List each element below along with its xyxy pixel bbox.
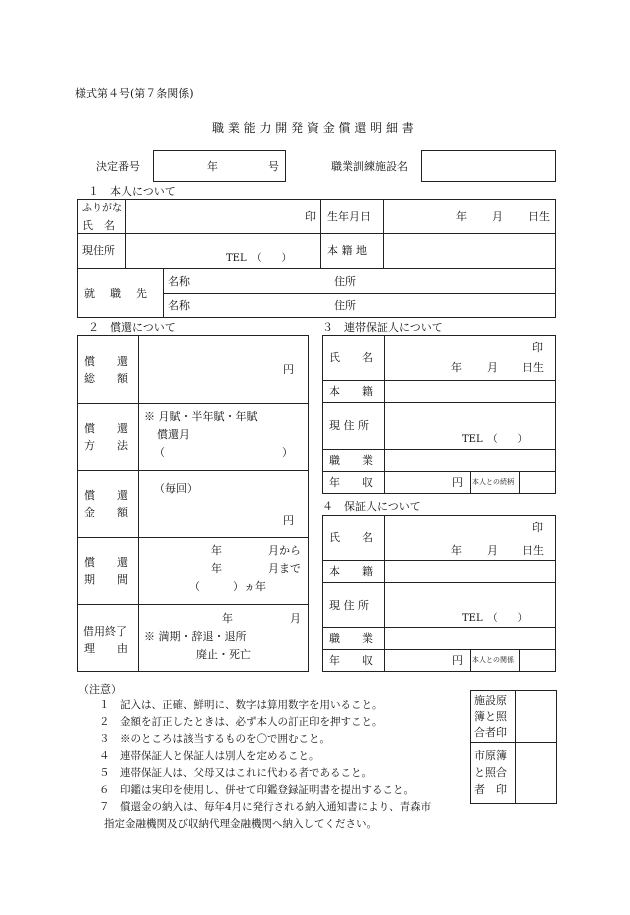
note-item: 指定金融機関及び収納代理金融機関へ納入してください。 (104, 818, 377, 830)
guarantor-dob-day: 日生 (522, 361, 544, 374)
dob-month: 月 (492, 210, 503, 223)
method-paren-close: ） (282, 446, 293, 459)
section1-table (77, 199, 556, 318)
surety-dob-year: 年 (451, 544, 462, 557)
note-item: ４ 連帯保証人と保証人は別人を定めること。 (99, 750, 320, 762)
surety-seal: 印 (532, 521, 543, 534)
surety-income-label: 年 収 (329, 654, 373, 667)
surety-domicile-label: 本 籍 (329, 565, 373, 578)
amount-label-1: 償 還 (84, 489, 128, 502)
note-item: ３ ※のところは該当するものを〇で囲むこと。 (99, 733, 330, 745)
method-options: ※ 月賦・半年賦・年賦 (144, 410, 258, 423)
method-month-label: 償還月 (157, 428, 190, 441)
employer-name-2: 名称 (168, 299, 190, 312)
guarantor-address-label: 現 住 所 (329, 419, 369, 432)
facility-verify-l1: 施設原 (474, 694, 507, 707)
note-item: １ 記入は、正確、鮮明に、数字は算用数字を用いること。 (99, 699, 383, 711)
amount-label-2: 金 額 (84, 506, 128, 519)
notes-heading: （注意） (78, 683, 122, 696)
period-years: （ ）ヵ年 (189, 580, 266, 593)
furigana-label: ふりがな (82, 203, 122, 214)
form-reference: 様式第４号(第７条関係) (75, 87, 194, 100)
method-label-1: 償 還 (84, 422, 128, 435)
note-item: ５ 連帯保証人は、父母又はこれに代わる者であること。 (99, 767, 372, 779)
section1-heading: １ 本人について (88, 185, 176, 198)
note-item: ６ 印鑑は実印を使用し、併せて印鑑登録証明書を提出すること。 (99, 784, 414, 796)
facility-verify-l2: 簿と照 (474, 710, 507, 723)
note-item: ２ 金額を訂正したときは、必ず本人の訂正印を押すこと。 (99, 716, 383, 728)
section2-table (77, 335, 309, 672)
seal-mark: 印 (305, 210, 316, 223)
period-label-2: 期 間 (84, 573, 128, 586)
dob-label: 生年月日 (327, 210, 371, 223)
facility-name-field[interactable] (421, 150, 556, 182)
end-label-1: 借用終了 (83, 625, 127, 638)
method-paren-open: （ (154, 446, 165, 459)
surety-address-label: 現 住 所 (329, 599, 369, 612)
address-label: 現住所 (82, 244, 115, 257)
dob-day: 日生 (528, 210, 550, 223)
dob-year: 年 (456, 210, 467, 223)
employer-address-2: 住所 (334, 299, 356, 312)
end-month: 月 (290, 612, 301, 625)
section3-heading: ３ 連帯保証人について (322, 321, 443, 334)
surety-relation-label: 本人との関係 (472, 656, 514, 664)
page-title: 職 業 能 力 開 発 資 金 償 還 明 細 書 (212, 121, 414, 135)
guarantor-domicile-label: 本 籍 (329, 385, 373, 398)
guarantor-dob-year: 年 (451, 361, 462, 374)
end-reasons-2: 廃止・死亡 (196, 648, 251, 661)
period-from-month: 月から (268, 544, 301, 557)
guarantor-dob-month: 月 (487, 361, 498, 374)
surety-name-label: 氏 名 (329, 531, 373, 544)
method-label-2: 方 法 (84, 439, 128, 452)
period-label-1: 償 還 (84, 556, 128, 569)
employer-address-1: 住所 (334, 275, 356, 288)
guarantor-income-label: 年 収 (329, 476, 373, 489)
guarantor-income-yen: 円 (452, 476, 463, 489)
employment-label: 就 職 先 (84, 287, 149, 300)
surety-dob-month: 月 (487, 544, 498, 557)
surety-job-label: 職 業 (329, 632, 373, 645)
guarantor-tel: TEL （ ） (462, 434, 528, 445)
period-from-year: 年 (211, 544, 222, 557)
total-label-1: 償 還 (84, 355, 128, 368)
city-verify-l3: 者 印 (474, 783, 507, 796)
guarantor-relation-label: 本人との続柄 (472, 478, 514, 486)
amount-yen: 円 (283, 514, 294, 527)
city-verify-l1: 市原簿 (474, 749, 507, 762)
surety-tel: TEL （ ） (462, 613, 528, 624)
domicile-label: 本 籍 地 (327, 244, 367, 257)
surety-dob-day: 日生 (522, 544, 544, 557)
city-verify-l2: と照合 (474, 766, 507, 779)
end-label-2: 理 由 (84, 642, 128, 655)
end-year: 年 (222, 612, 233, 625)
facility-name-label: 職業訓練施設名 (331, 160, 408, 173)
total-yen: 円 (283, 363, 294, 376)
note-item: ７ 償還金の納入は、毎年4月に発行される納入通知書により、青森市 (99, 801, 432, 813)
section4-heading: ４ 保証人について (322, 500, 421, 513)
tel-label: TEL （ ） (226, 253, 292, 264)
facility-verify-l3: 合者印 (474, 726, 507, 739)
decision-number-suffix: 号 (268, 160, 279, 173)
decision-number-field[interactable] (153, 150, 286, 182)
total-label-2: 総 額 (84, 372, 128, 385)
name-label: 氏 名 (82, 219, 115, 232)
period-to-month: 月まで (268, 562, 301, 575)
guarantor-seal: 印 (532, 341, 543, 354)
decision-number-label: 決定番号 (96, 160, 140, 173)
decision-year-label: 年 (207, 160, 218, 173)
per-time-label: （毎回） (154, 482, 198, 495)
surety-income-yen: 円 (452, 654, 463, 667)
guarantor-job-label: 職 業 (329, 454, 373, 467)
guarantor-name-label: 氏 名 (329, 351, 373, 364)
period-to-year: 年 (211, 562, 222, 575)
section2-heading: ２ 償還について (88, 321, 176, 334)
employer-name-1: 名称 (168, 275, 190, 288)
end-reasons-1: ※ 満期・辞退・退所 (144, 630, 247, 643)
